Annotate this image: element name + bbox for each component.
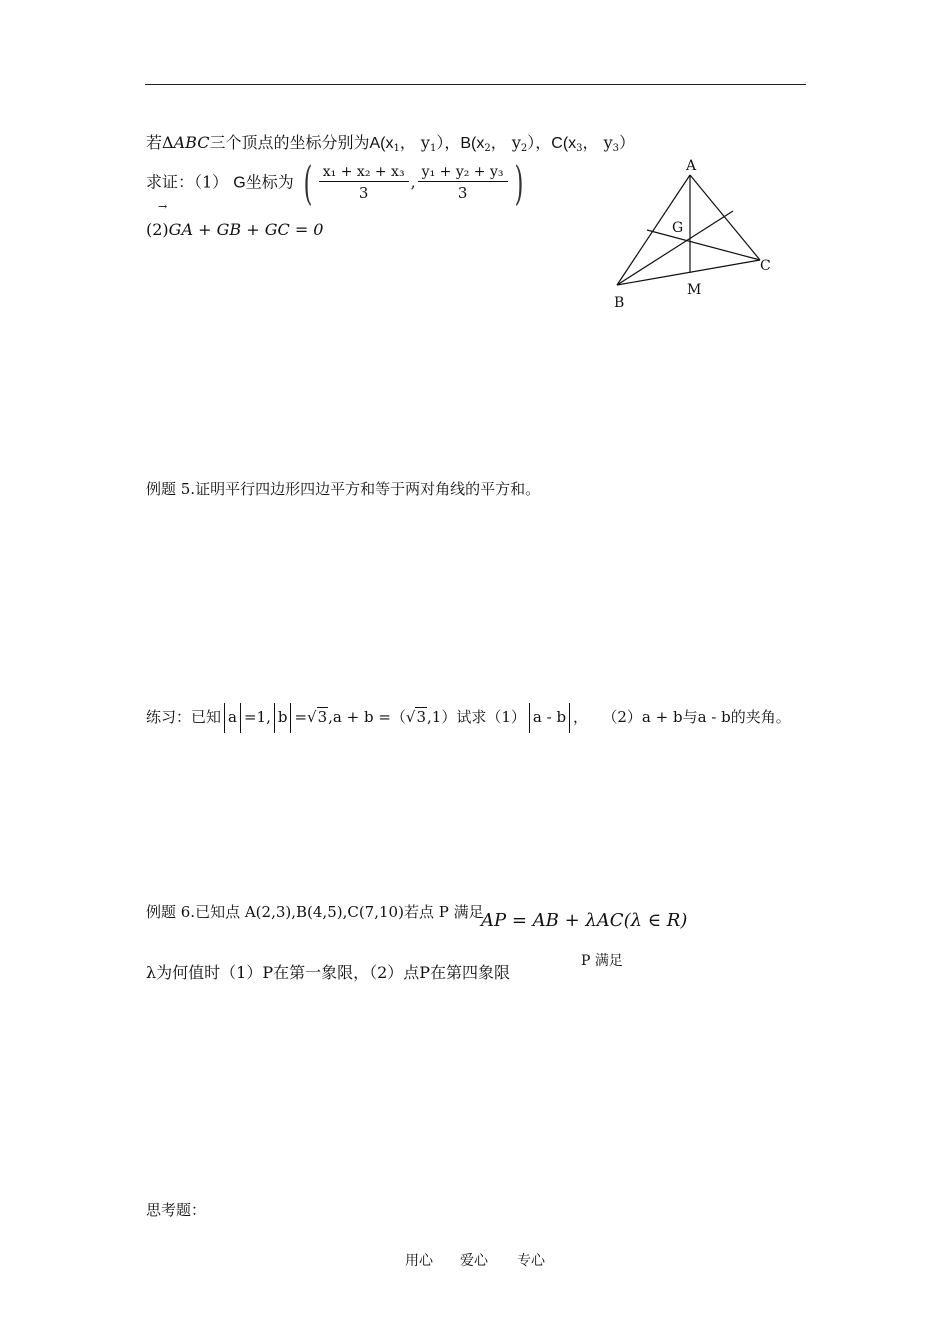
header-rule <box>145 84 806 85</box>
example6-line2: λ为何值时（1）P在第一象限，（2）点P在第四象限 <box>146 963 511 982</box>
vector-arrow: → <box>158 200 168 213</box>
left-paren: ( <box>303 156 313 210</box>
frac-y-numerator: y₁ + y₂ + y₃ <box>418 164 508 182</box>
triangle-symbol: Δ <box>162 133 174 152</box>
fraction-y <box>418 164 508 202</box>
fraction-x <box>319 164 409 202</box>
problem-prefix: 若 <box>146 133 163 152</box>
part2-line <box>146 220 323 239</box>
frac-y-denominator: 3 <box>457 184 468 202</box>
prove-line: 求证：（1） G坐标为 ( $\frac{\text{x₁ + x₂ + x₃}}{3}$ , $\frac{\text{y₁ + y₂ + y₃}}{3}$ ) <box>146 156 523 210</box>
sqrt-3-b: 3 <box>416 708 427 726</box>
side-ac <box>690 175 760 260</box>
exercise-line: 练习：已知 a =1, b =√3,a + b =（√3,1）试求（1） a - b ， （2）a + b与a - b的夹角。 <box>146 703 791 733</box>
point-c-y: ， y <box>582 133 613 152</box>
label-c: C <box>760 258 771 274</box>
label-b: B <box>614 295 625 311</box>
footer-item-2: 爱心 <box>460 1253 488 1269</box>
prove-label: 求证：（1） <box>146 172 229 192</box>
exercise-prefix: 练习：已知 <box>146 708 222 726</box>
eq-one: =1, <box>243 708 271 726</box>
point-a-y: ， y <box>399 133 430 152</box>
part2-expression: GA + GB + GC = 0 <box>168 220 324 239</box>
comma: ， <box>573 708 589 726</box>
a-minus-b: a - b <box>532 708 567 726</box>
example6-formula: AP = AB + λAC(λ ∈ R) <box>481 910 688 931</box>
sqrt-3: 3 <box>317 708 328 726</box>
g-coord-label: G坐标为 <box>233 174 294 192</box>
vec-a: a <box>228 708 237 726</box>
triangle-figure <box>600 150 790 315</box>
a-plus-b: ,a + b =（ <box>328 708 406 726</box>
problem-line1-text: 三个顶点的坐标分别为 <box>209 133 370 152</box>
example6-text: 例题 6.已知点 A(2,3),B(4,5),C(7,10)若点 P 满足 <box>146 903 484 921</box>
eq-two: = <box>294 708 308 726</box>
thinking-label: 思考题： <box>146 1201 207 1219</box>
close-paren: ） <box>619 133 636 152</box>
triangle-name: ABC <box>173 133 210 152</box>
sep-1: ）， <box>436 133 461 152</box>
part2-label: (2) <box>146 220 169 239</box>
sep-2: ）， <box>527 133 552 152</box>
footer-item-1: 用心 <box>405 1253 433 1269</box>
exercise-tail: ,1）试求（1） <box>427 708 526 726</box>
point-b-y: ， y <box>490 133 521 152</box>
example6-tag: P 满足 <box>581 953 623 969</box>
point-b: B(x <box>460 135 485 152</box>
frac-x-numerator: x₁ + x₂ + x₃ <box>319 164 409 182</box>
label-a: A <box>686 158 697 174</box>
label-g: G <box>672 220 684 236</box>
label-m: M <box>687 282 702 298</box>
point-c: C(x <box>551 135 577 152</box>
frac-x-denominator: 3 <box>358 184 369 202</box>
problem-line-1: 若ΔABC三个顶点的坐标分别为$A(x_1$， $y_1$），$B(x_2$， $y_2$），$C(x_3$， $y_3$） <box>146 133 636 154</box>
right-paren: ) <box>513 156 523 210</box>
point-a: A(x <box>369 135 394 152</box>
example5-text: 例题 5.证明平行四边形四边平方和等于两对角线的平方和。 <box>146 480 541 498</box>
exercise-part2: （2）a + b与a - b的夹角。 <box>602 708 791 726</box>
footer-item-3: 专心 <box>517 1253 545 1269</box>
vec-b: b <box>277 708 288 726</box>
